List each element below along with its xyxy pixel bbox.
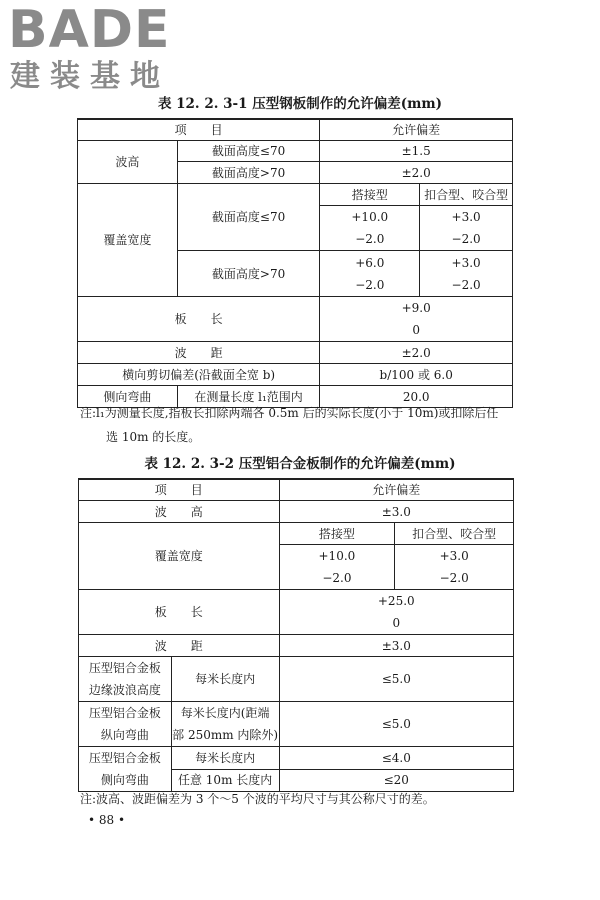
- side-bend-label: [79, 747, 172, 792]
- table-row: [78, 119, 513, 141]
- coverage-overlap: [279, 545, 395, 590]
- table1-note-line1: 注:l₁为测量长度,指板长扣除两端各 0.5m 后的实际长度(小于 10m)或扣除后任: [80, 406, 499, 420]
- table-row: [79, 479, 514, 501]
- side-bend-val: 20.0: [320, 386, 513, 408]
- long-bend-val: ≤5.0: [279, 702, 513, 747]
- wave-pitch-val: ±2.0: [320, 342, 513, 364]
- plate-length-val: [279, 590, 513, 635]
- wave-height-val1: ±1.5: [320, 141, 513, 162]
- side-bend-val1: ≤4.0: [279, 747, 513, 770]
- table-row: [79, 657, 514, 702]
- coverage-sub2-clip: [420, 251, 513, 297]
- value-plus: +3.0: [439, 549, 469, 563]
- value-minus: −2.0: [355, 277, 385, 292]
- label-line2: 边缘波浪高度: [88, 683, 161, 697]
- value-minus: −2.0: [451, 277, 481, 292]
- coverage-sub1-clip: [420, 206, 513, 251]
- plate-length-label: 板 长: [79, 590, 280, 635]
- table1-caption: 表 12. 2. 3-1 压型钢板制作的允许偏差(mm): [157, 96, 443, 112]
- table-row: [78, 364, 513, 386]
- header-item: 项 目: [79, 479, 280, 501]
- plate-length-val: [320, 297, 513, 342]
- label-line2: 纵向弯曲: [100, 728, 149, 742]
- side-bend-val2: ≤20: [279, 769, 513, 792]
- table2: [78, 478, 514, 792]
- label-line1: 压型铝合金板: [88, 661, 161, 675]
- side-bend-label: 侧向弯曲: [78, 386, 178, 408]
- value-plus: +10.0: [351, 210, 389, 224]
- wave-height-sub2: 截面高度>70: [177, 162, 320, 184]
- value-plus: +6.0: [355, 255, 385, 270]
- shear-label: 横向剪切偏差(沿截面全宽 b): [78, 364, 320, 386]
- value-plus: +3.0: [451, 255, 481, 270]
- coverage-sub2-overlap: [320, 251, 420, 297]
- logo-brand: BADE: [8, 0, 171, 60]
- value-minus: 0: [392, 616, 401, 630]
- value-plus: +25.0: [377, 594, 415, 608]
- coverage-sub2: 截面高度>70: [177, 251, 320, 297]
- sub-line2: 部 250mm 内除外): [172, 728, 279, 742]
- label-line1: 压型铝合金板: [88, 751, 161, 765]
- value-minus: −2.0: [439, 571, 469, 585]
- value-plus: +9.0: [401, 301, 431, 315]
- table-row: [79, 523, 514, 545]
- long-bend-sub: [171, 702, 279, 747]
- coverage-col-clip: 扣合型、咬合型: [420, 184, 513, 206]
- table-row: [79, 747, 514, 770]
- value-plus: +10.0: [318, 549, 356, 563]
- coverage-sub1: 截面高度≤70: [177, 184, 320, 251]
- table-row: [78, 141, 513, 162]
- wave-pitch-label: 波 距: [79, 635, 280, 657]
- plate-length-label: 板 长: [78, 297, 320, 342]
- table-row: [79, 635, 514, 657]
- wave-height-val: ±3.0: [279, 501, 513, 523]
- table2-note: 注:波高、波距偏差为 3 个～5 个波的平均尺寸与其公称尺寸的差。: [80, 792, 435, 806]
- coverage-clip: [395, 545, 514, 590]
- label-line1: 压型铝合金板: [88, 706, 161, 720]
- logo-subtitle: 建装基地: [10, 59, 170, 94]
- value-minus: 0: [412, 323, 420, 337]
- edge-wave-val: ≤5.0: [279, 657, 513, 702]
- edge-wave-sub: 每米长度内: [171, 657, 279, 702]
- wave-height-label: 波 高: [79, 501, 280, 523]
- table-row: [79, 702, 514, 747]
- side-bend-sub: 在测量长度 l₁范围内: [177, 386, 320, 408]
- table1: [77, 118, 513, 408]
- long-bend-label: [79, 702, 172, 747]
- wave-pitch-val: ±3.0: [279, 635, 513, 657]
- value-minus: −2.0: [451, 232, 481, 246]
- header-item: 项 目: [78, 119, 320, 141]
- side-bend-sub2: 任意 10m 长度内: [171, 769, 279, 792]
- sub-line1: 每米长度内(距端: [180, 706, 270, 720]
- wave-pitch-label: 波 距: [78, 342, 320, 364]
- wave-height-sub1: 截面高度≤70: [177, 141, 320, 162]
- coverage-col-overlap: 搭接型: [279, 523, 395, 545]
- table1-note-line2: 选 10m 的长度。: [106, 430, 201, 444]
- header-tolerance: 允许偏差: [279, 479, 513, 501]
- coverage-col-clip: 扣合型、咬合型: [395, 523, 514, 545]
- coverage-label: 覆盖宽度: [79, 523, 280, 590]
- wave-height-label: 波高: [78, 141, 178, 184]
- table-row: [79, 501, 514, 523]
- page-number: • 88 •: [88, 813, 126, 827]
- value-minus: −2.0: [322, 571, 352, 585]
- bade-logo: [8, 0, 178, 96]
- shear-val: b/100 或 6.0: [320, 364, 513, 386]
- table2-caption: 表 12. 2. 3-2 压型铝合金板制作的允许偏差(mm): [144, 456, 456, 472]
- table-row: [78, 342, 513, 364]
- table-row: [78, 184, 513, 206]
- header-tolerance: 允许偏差: [320, 119, 513, 141]
- side-bend-sub1: 每米长度内: [171, 747, 279, 770]
- coverage-col-overlap: 搭接型: [320, 184, 420, 206]
- coverage-sub1-overlap: [320, 206, 420, 251]
- value-plus: +3.0: [451, 210, 481, 224]
- table-row: [78, 297, 513, 342]
- wave-height-val2: ±2.0: [320, 162, 513, 184]
- value-minus: −2.0: [355, 232, 385, 246]
- edge-wave-label: [79, 657, 172, 702]
- coverage-label: 覆盖宽度: [78, 184, 178, 297]
- label-line2: 侧向弯曲: [100, 773, 149, 787]
- table-row: [79, 590, 514, 635]
